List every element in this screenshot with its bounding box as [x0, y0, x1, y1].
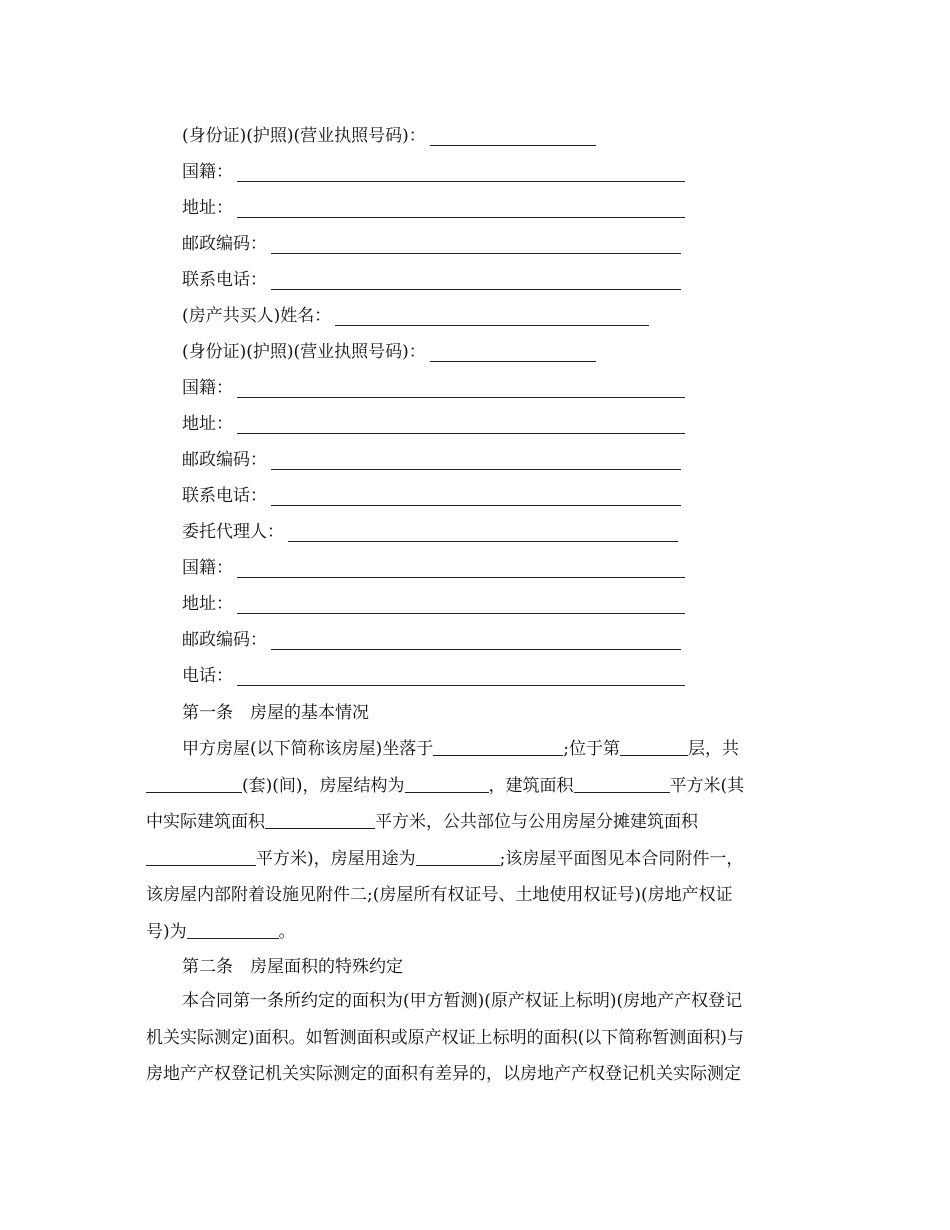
article-1-body — [146, 731, 811, 950]
text-fragment: ，建筑面积 — [488, 775, 574, 796]
text-fragment: (套)(间)，房屋结构为 — [242, 775, 405, 796]
field-label: 地址： — [182, 198, 233, 218]
fill-in-blank[interactable] — [620, 737, 688, 756]
text-fragment: 甲方房屋(以下简称该房屋)坐落于 — [182, 739, 434, 759]
fill-in-blank[interactable] — [405, 774, 489, 793]
fill-in-blank[interactable] — [335, 309, 649, 326]
form-field-phone — [182, 662, 685, 686]
form-field-nationality — [182, 158, 685, 182]
fill-in-blank[interactable] — [237, 561, 685, 578]
form-field-postal-code — [182, 626, 681, 650]
text-fragment: 平方米(其 — [669, 775, 745, 796]
form-field-nationality — [182, 374, 685, 398]
field-label: 地址： — [182, 594, 233, 614]
form-field-id-number — [182, 122, 596, 146]
fill-in-blank[interactable] — [237, 381, 685, 398]
fill-in-blank[interactable] — [265, 810, 375, 829]
field-label: (身份证)(护照)(营业执照号码)： — [182, 342, 426, 362]
field-label: 邮政编码： — [182, 630, 267, 650]
fill-in-blank[interactable] — [271, 237, 681, 254]
fill-in-blank[interactable] — [271, 489, 681, 506]
text-line — [146, 841, 811, 878]
fill-in-blank[interactable] — [237, 417, 685, 434]
fill-in-blank[interactable] — [271, 273, 681, 290]
fill-in-blank[interactable] — [430, 129, 596, 146]
fill-in-blank[interactable] — [271, 453, 681, 470]
text-fragment: ;位于第 — [563, 739, 620, 759]
text-line — [146, 804, 811, 841]
fill-in-blank[interactable] — [146, 847, 256, 866]
fill-in-blank[interactable] — [433, 737, 563, 756]
field-label: (身份证)(护照)(营业执照号码)： — [182, 126, 426, 146]
fill-in-blank[interactable] — [237, 201, 685, 218]
form-field-address — [182, 410, 685, 434]
text-fragment: 号)为 — [146, 921, 187, 942]
fill-in-blank[interactable] — [430, 345, 596, 362]
text-line — [146, 768, 811, 805]
form-field-id-number — [182, 338, 596, 362]
form-field-phone — [182, 482, 681, 506]
field-label: 委托代理人： — [182, 522, 284, 542]
fill-in-blank[interactable] — [416, 847, 500, 866]
field-label: 电话： — [182, 666, 233, 686]
form-field-phone — [182, 266, 681, 290]
field-label: 邮政编码： — [182, 234, 267, 254]
field-label: 邮政编码： — [182, 450, 267, 470]
field-label: 国籍： — [182, 162, 233, 182]
form-field-agent — [182, 518, 678, 542]
form-field-address — [182, 194, 685, 218]
form-field-postal-code — [182, 446, 681, 470]
text-fragment: 中实际建筑面积 — [146, 812, 265, 832]
fill-in-blank[interactable] — [574, 774, 670, 793]
fill-in-blank[interactable] — [237, 597, 685, 614]
text-line: 本合同第一条所约定的面积为(甲方暂测)(原产权证上标明)(房地产产权登记 — [182, 991, 743, 1011]
form-field-nationality — [182, 554, 685, 578]
text-line: 该房屋内部附着设施见附件二;(房屋所有权证号、土地使用权证号)(房地产权证 — [146, 885, 733, 905]
article-2-body — [146, 983, 811, 1093]
text-line: 房地产产权登记机关实际测定的面积有差异的，以房地产产权登记机关实际测定 — [146, 1064, 741, 1084]
text-line — [146, 731, 811, 768]
field-label: 国籍： — [182, 558, 233, 578]
fill-in-blank[interactable] — [237, 165, 685, 182]
fill-in-blank[interactable] — [146, 774, 242, 793]
article-2-heading: 第二条 房屋面积的特殊约定 — [182, 957, 403, 977]
text-line — [146, 914, 811, 951]
fill-in-blank[interactable] — [288, 525, 678, 542]
fill-in-blank[interactable] — [271, 633, 681, 650]
form-field-address — [182, 590, 685, 614]
text-fragment: 。 — [278, 921, 296, 942]
field-label: (房产共买人)姓名： — [182, 306, 332, 326]
field-label: 地址： — [182, 414, 233, 434]
form-field-postal-code — [182, 230, 681, 254]
text-fragment: 平方米)，房屋用途为 — [256, 848, 416, 869]
text-line: 机关实际测定)面积。如暂测面积或原产权证上标明的面积(以下简称暂测面积)与 — [146, 1027, 744, 1048]
article-1-heading: 第一条 房屋的基本情况 — [182, 703, 369, 723]
fill-in-blank[interactable] — [187, 920, 279, 939]
fill-in-blank[interactable] — [237, 669, 685, 686]
field-label: 国籍： — [182, 378, 233, 398]
field-label: 联系电话： — [182, 486, 267, 506]
text-fragment: 平方米，公共部位与公用房屋分摊建筑面积 — [375, 812, 698, 832]
form-field-co-buyer-name — [182, 302, 649, 326]
field-label: 联系电话： — [182, 270, 267, 290]
text-fragment: 层，共 — [688, 739, 739, 759]
text-fragment: ;该房屋平面图见本合同附件一， — [499, 848, 744, 869]
